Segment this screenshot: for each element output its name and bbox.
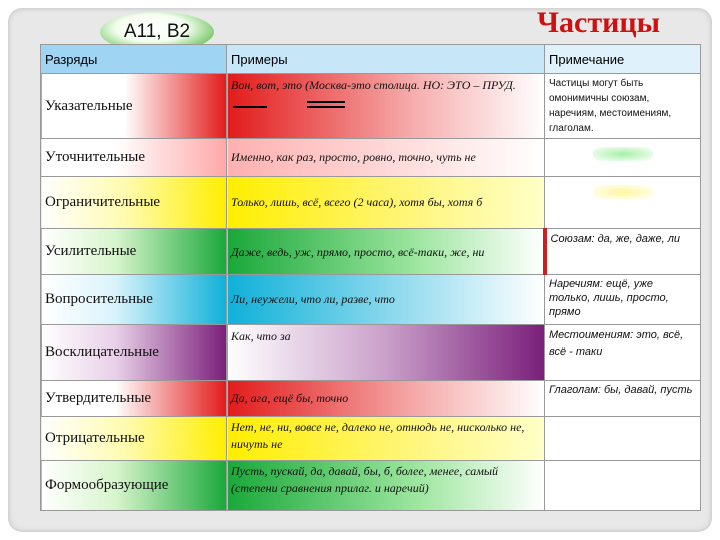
category-cell: Утвердительные — [41, 381, 227, 417]
header-examples: Примеры — [227, 45, 545, 74]
table-row — [41, 139, 701, 177]
header-notes: Примечание — [545, 45, 701, 74]
note-cell: Местоимениям: это, всё, всё - таки — [545, 325, 701, 381]
category-cell: Уточнительные — [41, 139, 227, 177]
category-cell: Вопросительные — [41, 275, 227, 325]
table-row — [41, 177, 701, 229]
examples-cell: Даже, ведь, уж, прямо, просто, всё-таки, же, ни — [227, 229, 545, 275]
note-cell: Частицы могут быть омонимичны союзам, наречиям, местоимениям, глаголам. — [545, 74, 701, 139]
examples-cell: Как, что за — [227, 325, 545, 381]
table-row — [41, 417, 701, 461]
table-header-row — [41, 45, 701, 74]
table-row — [41, 461, 701, 511]
note-cell — [545, 461, 701, 511]
particles-table — [40, 44, 701, 511]
note-cell: Наречиям: ещё, уже только, лишь, просто, прямо — [545, 275, 701, 325]
note-cell — [545, 417, 701, 461]
examples-cell: Ли, неужели, что ли, разве, что — [227, 275, 545, 325]
table-row — [41, 229, 701, 275]
category-cell: Отрицательные — [41, 417, 227, 461]
table-row — [41, 74, 701, 139]
table-row — [41, 325, 701, 381]
examples-text: Вон, вот, это (Москва-это столица. НО: ЭТО – ПРУД. — [231, 78, 516, 92]
category-cell: Усилительные — [41, 229, 227, 275]
category-cell: Восклицательные — [41, 325, 227, 381]
examples-cell: Нет, не, ни, вовсе не, далеко не, отнюдь не, нисколько не, ничуть не — [227, 417, 545, 461]
yellow-highlight — [593, 185, 653, 199]
examples-cell: Только, лишь, всё, всего (2 часа), хотя бы, хотя б — [227, 177, 545, 229]
examples-cell: Пусть, пускай, да, давай, бы, б, более, менее, самый (степени сравнения прилаг. и наречий) — [227, 461, 545, 511]
note-cell: Союзам: да, же, даже, ли — [545, 229, 701, 275]
examples-cell: Именно, как раз, просто, ровно, точно, чуть не — [227, 139, 545, 177]
table-row — [41, 381, 701, 417]
examples-cell: Да, ага, ещё бы, точно — [227, 381, 545, 417]
underline-mark — [233, 106, 267, 108]
note-cell: Глаголам: бы, давай, пусть — [545, 381, 701, 417]
header-categories: Разряды — [41, 45, 227, 74]
note-cell — [545, 139, 701, 177]
examples-cell — [227, 74, 545, 139]
note-cell — [545, 177, 701, 229]
table-row — [41, 275, 701, 325]
badge-label: А11, В2 — [123, 21, 191, 42]
category-cell: Формообразующие — [41, 461, 227, 511]
page-title: Частицы — [537, 6, 661, 39]
green-highlight — [593, 147, 653, 161]
category-cell: Указательные — [41, 74, 227, 139]
category-cell: Ограничительные — [41, 177, 227, 229]
double-underline-mark — [307, 101, 345, 108]
